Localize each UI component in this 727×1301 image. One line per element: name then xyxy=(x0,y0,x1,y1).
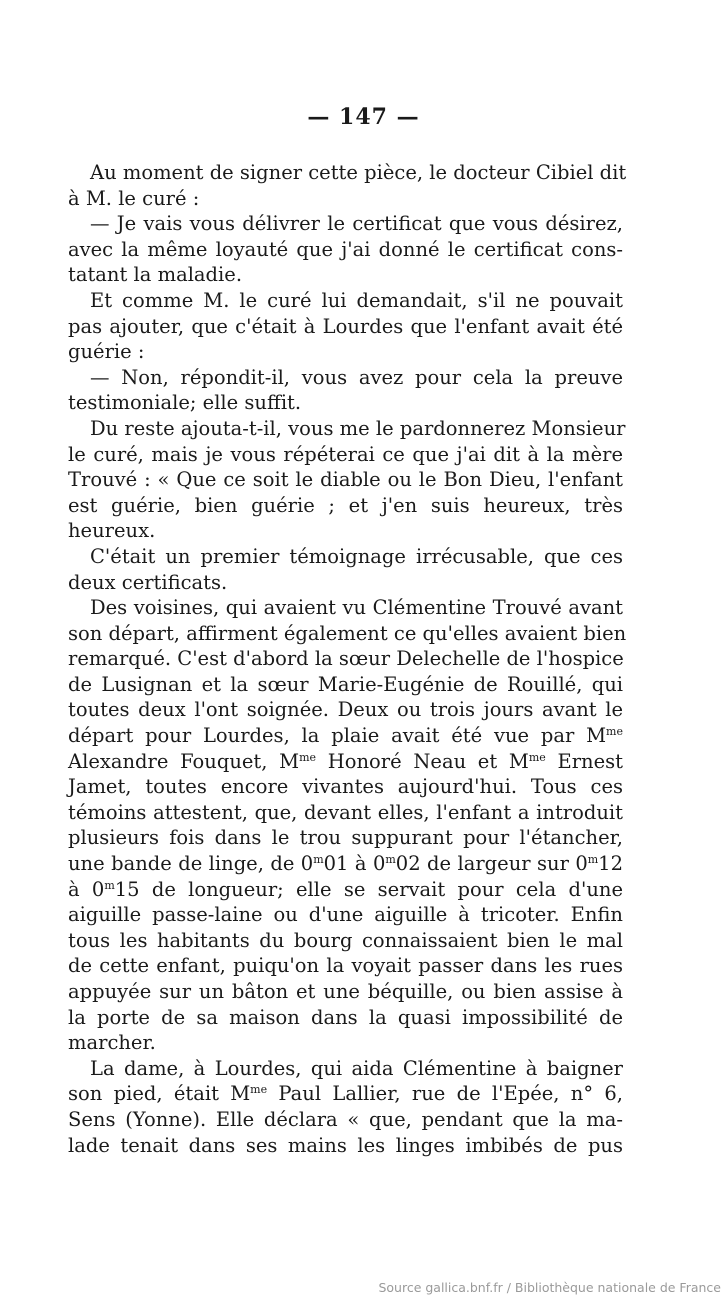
superscript: me xyxy=(528,750,546,764)
superscript: me xyxy=(299,750,317,764)
text-line xyxy=(68,518,623,544)
line-segment: tatant la maladie. xyxy=(68,263,243,287)
line-segment: de Lusignan et la sœur Marie-Eugénie de Rouillé, qui xyxy=(68,672,623,696)
line-segment: 01 à 0 xyxy=(323,852,386,876)
superscript: me xyxy=(250,1083,268,1097)
text-line xyxy=(68,953,623,979)
text-line xyxy=(68,825,623,851)
line-segment: tous les habitants du bourg connaissaient bien le mal xyxy=(68,928,623,952)
line-segment: remarqué. C'est d'abord la sœur Delechelle de l'hospice xyxy=(68,647,624,671)
line-segment: le curé, mais je vous répéterai ce que j'ai dit à la mère xyxy=(68,442,623,466)
text-line xyxy=(68,262,623,288)
body-text xyxy=(68,160,627,1158)
text-line xyxy=(68,160,627,186)
text-line xyxy=(68,1107,623,1133)
line-segment: C'était un premier témoignage irrécusable, que ces xyxy=(90,544,623,568)
text-line xyxy=(68,339,623,365)
superscript: m xyxy=(104,878,115,892)
line-segment: Du reste ajouta-t-il, vous me le pardonnerez Monsieur xyxy=(90,416,626,440)
line-segment: son pied, était M xyxy=(68,1082,251,1106)
text-line xyxy=(68,237,623,263)
line-segment: une bande de linge, de 0 xyxy=(68,852,314,876)
text-line xyxy=(68,672,623,698)
line-segment: testimoniale; elle suffit. xyxy=(68,391,302,415)
text-line xyxy=(68,774,623,800)
line-segment: Jamet, toutes encore vivantes aujourd'hui. Tous ces xyxy=(68,775,623,799)
line-segment: toutes deux l'ont soignée. Deux ou trois jours avant le xyxy=(68,698,623,722)
text-line xyxy=(68,877,623,903)
line-segment: guérie : xyxy=(68,340,145,364)
text-line xyxy=(68,288,623,314)
text-line xyxy=(68,595,623,621)
text-line xyxy=(68,1081,623,1107)
text-line xyxy=(68,723,623,749)
line-segment: lade tenait dans ses mains les linges imbibés de pus xyxy=(68,1133,623,1157)
line-segment: Des voisines, qui avaient vu Clémentine Trouvé avant xyxy=(90,596,623,620)
text-line xyxy=(68,851,623,877)
text-line xyxy=(68,697,623,723)
text-line xyxy=(68,442,623,468)
page-number: — 147 — xyxy=(307,104,420,130)
line-segment: — Non, répondit-il, vous avez pour cela la preuve xyxy=(90,365,623,389)
text-line xyxy=(68,544,623,570)
line-segment: — Je vais vous délivrer le certificat que vous désirez, xyxy=(90,212,623,236)
line-segment: avec la même loyauté que j'ai donné le certificat cons- xyxy=(68,237,623,261)
superscript: m xyxy=(587,853,599,867)
line-segment: Trouvé : « Que ce soit le diable ou le Bon Dieu, l'enfant xyxy=(68,468,623,492)
superscript: me xyxy=(606,725,623,739)
text-line xyxy=(68,365,623,391)
text-line xyxy=(68,493,623,519)
text-line xyxy=(68,928,623,954)
text-line xyxy=(68,1056,623,1082)
line-segment: 02 de largeur sur 0 xyxy=(395,852,588,876)
text-line xyxy=(68,902,623,928)
text-line xyxy=(68,390,623,416)
text-line xyxy=(68,416,626,442)
text-line xyxy=(68,570,623,596)
text-line xyxy=(68,749,623,775)
line-segment: la porte de sa maison dans la quasi impossibilité de xyxy=(68,1005,623,1029)
text-line xyxy=(68,621,627,647)
text-line xyxy=(68,314,623,340)
line-segment: aiguille passe-laine ou d'une aiguille à tricoter. Enfin xyxy=(68,903,623,927)
line-segment: à M. le curé : xyxy=(68,186,200,210)
text-line xyxy=(68,211,623,237)
line-segment: témoins attestent, que, devant elles, l'enfant a introduit xyxy=(68,800,623,824)
line-segment: Au moment de signer cette pièce, le docteur Cibiel dit xyxy=(90,161,627,184)
line-segment: heureux. xyxy=(68,519,156,543)
text-line xyxy=(68,800,623,826)
line-segment: appuyée sur un bâton et une béquille, ou bien assise à xyxy=(68,980,623,1003)
line-segment: Et comme M. le curé lui demandait, s'il ne pouvait xyxy=(90,288,623,312)
line-segment: 15 de longueur; elle se servait pour cela d'une xyxy=(114,877,623,901)
line-segment: est guérie, bien guérie ; et j'en suis heureux, très xyxy=(68,493,623,517)
text-line xyxy=(68,467,623,493)
line-segment: Honoré Neau et M xyxy=(316,749,529,773)
line-segment: Alexandre Fouquet, M xyxy=(68,749,300,773)
line-segment: de cette enfant, puiqu'on la voyait passer dans les rues xyxy=(68,954,623,978)
text-line xyxy=(68,186,623,212)
line-segment: à 0 xyxy=(68,877,105,901)
superscript: m xyxy=(385,853,396,867)
line-segment: 12 xyxy=(598,852,623,876)
text-line xyxy=(68,1005,623,1031)
source-credit: Source gallica.bnf.fr / Bibliothèque nationale de France xyxy=(378,1280,721,1295)
text-line xyxy=(68,646,623,672)
line-segment: deux certificats. xyxy=(68,570,228,594)
line-segment: Paul Lallier, rue de l'Epée, n° 6, xyxy=(267,1082,623,1106)
line-segment: pas ajouter, que c'était à Lourdes que l'enfant avait été xyxy=(68,314,623,338)
text-line xyxy=(68,1030,623,1056)
superscript: m xyxy=(313,853,324,867)
line-segment: Sens (Yonne). Elle déclara « que, pendant que la ma- xyxy=(68,1107,623,1131)
line-segment: marcher. xyxy=(68,1031,156,1055)
text-line xyxy=(68,979,623,1005)
line-segment: départ pour Lourdes, la plaie avait été vue par M xyxy=(68,724,607,748)
line-segment: La dame, à Lourdes, qui aida Clémentine à baigner xyxy=(90,1056,623,1080)
text-line xyxy=(68,1133,623,1159)
line-segment: Ernest xyxy=(545,749,623,773)
line-segment: son départ, affirment également ce qu'elles avaient bien xyxy=(68,621,627,645)
line-segment: plusieurs fois dans le trou suppurant pour l'étancher, xyxy=(68,826,623,850)
